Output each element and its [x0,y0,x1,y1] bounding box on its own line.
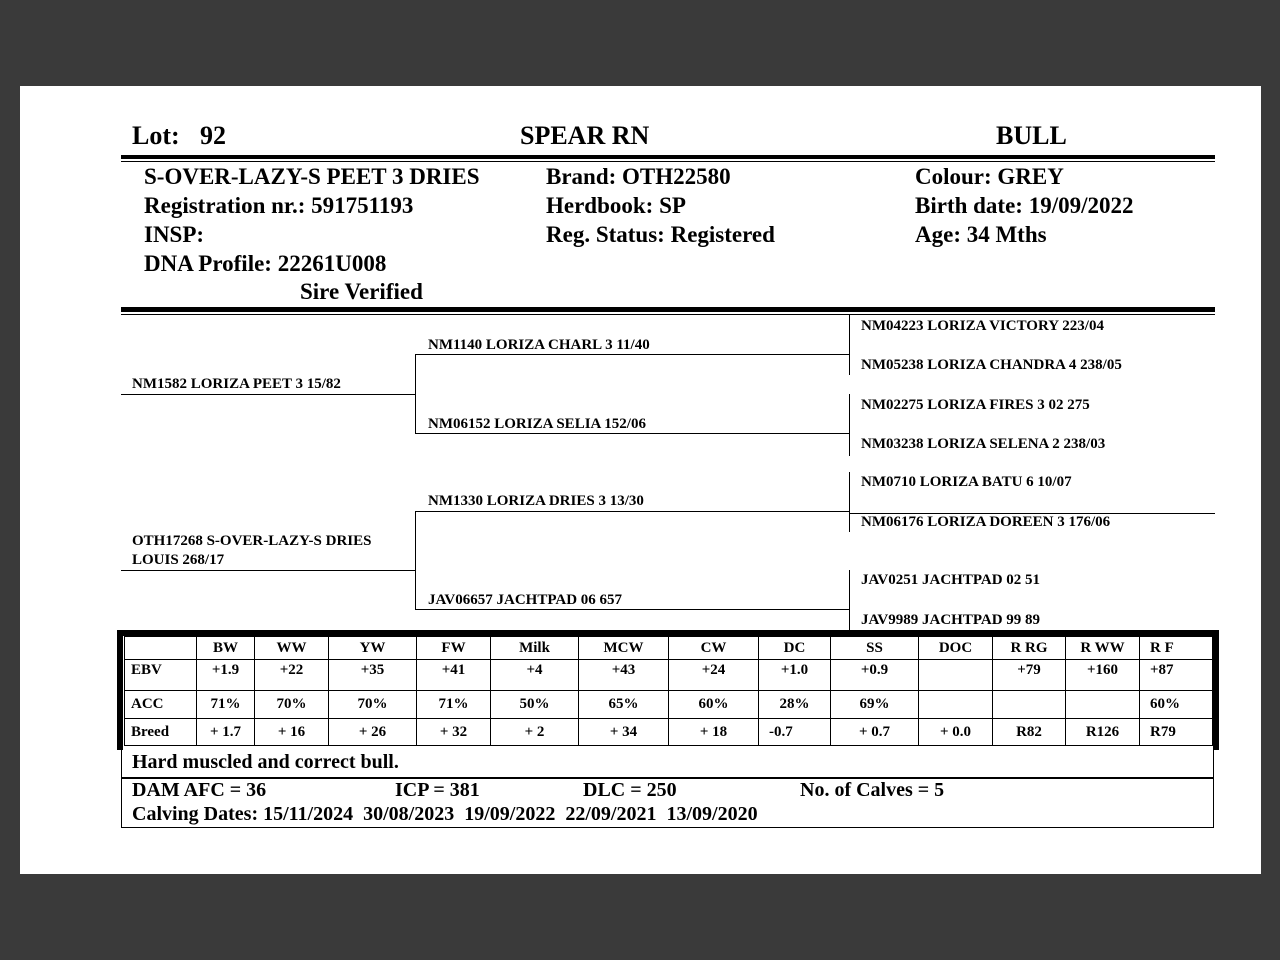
registration-number: Registration nr.: 591751193 [144,193,414,218]
ebv-cell: +24 [669,660,759,691]
breed-cell: R79 [1140,719,1213,746]
info-rule-thick [121,307,1215,312]
ebv-header-cell: CW [669,637,759,660]
ebv-cell: +35 [329,660,417,691]
registration-status: Reg. Status: Registered [546,222,775,247]
pedigree-bracket-ds [849,472,850,532]
ebv-cell: +22 [255,660,329,691]
ebv-cell: +43 [579,660,669,691]
pedigree-dsd: NM06176 LORIZA DOREEN 3 176/06 [861,514,1111,530]
pedigree-bracket-dd [849,570,850,632]
ebv-frame-right [1213,630,1219,750]
pedigree-sdd: NM03238 LORIZA SELENA 2 238/03 [861,436,1106,452]
ebv-cell: +87 [1140,660,1213,691]
pedigree-line-sire [121,394,415,395]
sex-label: BULL [996,121,1067,150]
dam-dlc: DLC = 250 [583,779,677,801]
remarks-text: Hard muscled and correct bull. [132,751,399,773]
pedigree-line-dd [415,609,849,610]
ebv-cell: +1.0 [759,660,831,691]
ebv-header-cell: Milk [491,637,579,660]
lot-number: 92 [200,121,226,150]
header-rule-thick [121,155,1215,159]
breed-row [125,719,1213,746]
ebv-header-cell: FW [417,637,491,660]
pedigree-sss: NM04223 LORIZA VICTORY 223/04 [861,318,1104,334]
acc-cell: 50% [491,691,579,719]
breed-cell: + 18 [669,719,759,746]
pedigree-ssd: NM05238 LORIZA CHANDRA 4 238/05 [861,357,1122,373]
pedigree-dam-dam: JAV06657 JACHTPAD 06 657 [428,592,623,608]
ebv-cell [919,660,993,691]
ebv-header-cell: BW [197,637,255,660]
breed-cell: -0.7 [759,719,831,746]
ebv-cell: +0.9 [831,660,919,691]
calving-dates: Calving Dates: 15/11/2024 30/08/2023 19/09/2022 22/09/2021 13/09/2020 [132,803,758,825]
breed-title: SPEAR RN [520,121,650,150]
birth-date: Birth date: 19/09/2022 [915,193,1134,218]
pedigree-bracket-ss [849,315,850,375]
ebv-cell: +160 [1066,660,1140,691]
pedigree-sire: NM1582 LORIZA PEET 3 15/82 [132,376,341,392]
dam-calves: No. of Calves = 5 [800,779,945,801]
dam-afc: DAM AFC = 36 [132,779,267,801]
breed-cell: R82 [993,719,1066,746]
ebv-header-cell: R F [1140,637,1213,660]
age: Age: 34 Mths [915,222,1047,247]
acc-cell [919,691,993,719]
dna-profile: DNA Profile: 22261U008 [144,251,387,276]
breed-cell: + 16 [255,719,329,746]
ebv-header-cell: DOC [919,637,993,660]
acc-cell [993,691,1066,719]
dam-icp: ICP = 381 [395,779,480,801]
ebv-header-cell: YW [329,637,417,660]
pedigree-dam-line1: OTH17268 S-OVER-LAZY-S DRIES [132,533,372,549]
lot-label: Lot: [132,121,180,150]
header-rule-thin [121,161,1215,162]
pedigree-bracket-sd [849,394,850,456]
breed-cell: + 0.0 [919,719,993,746]
ebv-header-row [125,637,1213,660]
breed-row-label: Breed [125,719,197,746]
pedigree-line-dam [121,570,415,571]
pedigree-sire-dam: NM06152 LORIZA SELIA 152/06 [428,416,646,432]
herdbook: Herdbook: SP [546,193,686,218]
brand: Brand: OTH22580 [546,164,731,189]
ebv-header-cell: DC [759,637,831,660]
ebv-header-cell: WW [255,637,329,660]
pedigree-sds: NM02275 LORIZA FIRES 3 02 275 [861,397,1090,413]
ebv-header-cell: MCW [579,637,669,660]
animal-name: S-OVER-LAZY-S PEET 3 DRIES [144,164,480,189]
acc-row [125,691,1213,719]
colour: Colour: GREY [915,164,1064,189]
ebv-header-cell: R RG [993,637,1066,660]
info-rule-thin [121,314,1215,315]
acc-cell: 60% [1140,691,1213,719]
pedigree-dss: NM0710 LORIZA BATU 6 10/07 [861,474,1072,490]
pedigree-sire-sire: NM1140 LORIZA CHARL 3 11/40 [428,337,650,353]
ebv-table [124,636,1213,746]
ebv-cell: +41 [417,660,491,691]
acc-cell: 28% [759,691,831,719]
pedigree-line-ss [415,354,849,355]
ebv-cell: +4 [491,660,579,691]
pedigree-dds: JAV0251 JACHTPAD 02 51 [861,572,1041,588]
breed-cell: + 26 [329,719,417,746]
pedigree-bracket-dam [415,511,416,610]
pedigree-dam-sire: NM1330 LORIZA DRIES 3 13/30 [428,493,644,509]
breed-cell: + 1.7 [197,719,255,746]
ebv-header-cell [125,637,197,660]
ebv-header-cell: R WW [1066,637,1140,660]
insp-label: INSP: [144,222,205,247]
breed-cell: + 34 [579,719,669,746]
acc-row-label: ACC [125,691,197,719]
breed-cell: + 32 [417,719,491,746]
pedigree-ddd: JAV9989 JACHTPAD 99 89 [861,612,1041,628]
acc-cell [1066,691,1140,719]
breed-cell: + 0.7 [831,719,919,746]
pedigree-line-sd [415,433,849,434]
breed-cell: R126 [1066,719,1140,746]
acc-cell: 65% [579,691,669,719]
acc-cell: 69% [831,691,919,719]
acc-cell: 71% [417,691,491,719]
acc-cell: 71% [197,691,255,719]
breed-cell: + 2 [491,719,579,746]
ebv-cell: +79 [993,660,1066,691]
ebv-frame-left [117,630,123,750]
ebv-header-cell: SS [831,637,919,660]
acc-cell: 70% [255,691,329,719]
ebv-row [125,660,1213,691]
ebv-row-label: EBV [125,660,197,691]
ebv-cell: +1.9 [197,660,255,691]
sire-verified: Sire Verified [300,279,423,304]
pedigree-dam-line2: LOUIS 268/17 [132,552,225,568]
acc-cell: 60% [669,691,759,719]
pedigree-line-ds [415,511,849,512]
acc-cell: 70% [329,691,417,719]
pedigree-bracket-sire [415,354,416,434]
